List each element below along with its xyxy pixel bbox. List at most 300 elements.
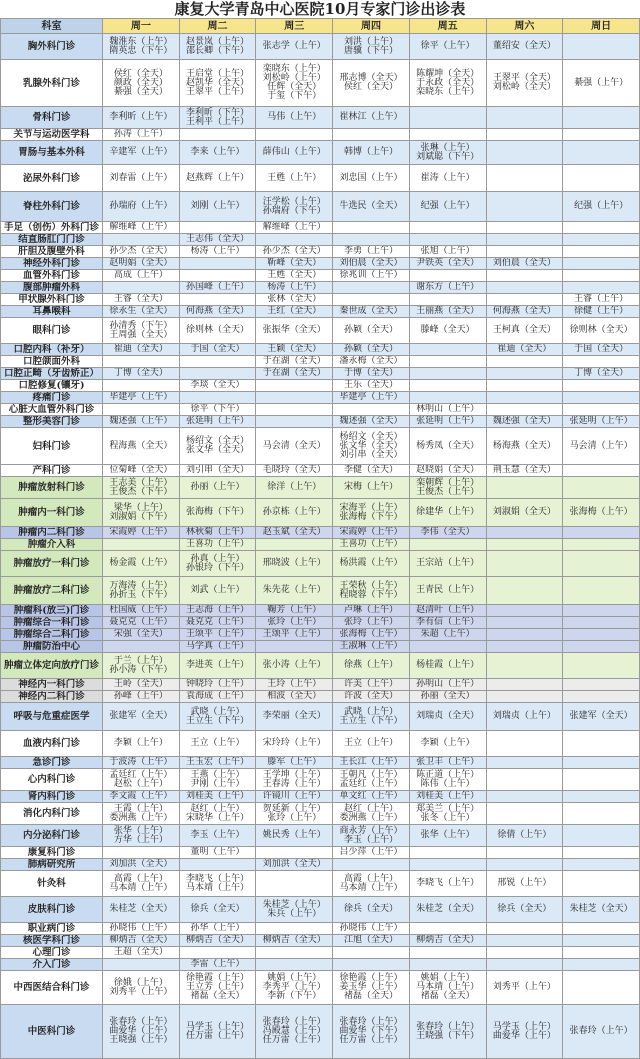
schedule-cell — [333, 757, 410, 769]
schedule-cell — [563, 34, 640, 60]
doctor-entry: 梁华（上午） — [113, 502, 168, 513]
doctor-entry: 纪强（上午） — [574, 201, 629, 211]
schedule-cell — [409, 757, 486, 769]
schedule-cell — [103, 34, 180, 60]
schedule-cell — [486, 234, 563, 246]
schedule-cell — [333, 344, 410, 356]
schedule-cell — [563, 234, 640, 246]
doctor-entry: 李秀平（上午） — [262, 982, 326, 992]
doctor-entry: 方华（上午） — [113, 834, 168, 845]
doctor-entry: 李玉（上午） — [343, 834, 398, 845]
doctor-entry: 武晓（上午） — [343, 706, 398, 717]
doctor-entry: 张华（上午） — [420, 830, 475, 840]
schedule-cell — [333, 731, 410, 757]
schedule-cell — [409, 847, 486, 859]
doctor-entry: 孙京栋（上午） — [262, 507, 326, 517]
schedule-cell — [563, 825, 640, 847]
schedule-cell — [486, 380, 563, 392]
schedule-cell — [409, 60, 486, 107]
schedule-cell — [333, 769, 410, 791]
schedule-cell — [256, 847, 333, 859]
doctor-entry: 柳炳吉（全天） — [109, 935, 173, 945]
doctor-entry: 颜政（全天） — [113, 77, 168, 88]
doctor-entry: 徐兵（全天） — [497, 904, 552, 914]
doctor-entry: 栾晓东（上午） — [416, 86, 480, 97]
doctor-entry: 谢东方（上午） — [416, 282, 480, 292]
doctor-entry: 刘松岭（上午） — [262, 73, 326, 83]
table-row — [1, 222, 640, 234]
schedule-cell — [409, 477, 486, 499]
schedule-cell — [563, 653, 640, 679]
dept-name: 肿瘤综合一科门诊 — [1, 617, 103, 629]
dept-name: 甲状腺外科门诊 — [1, 294, 103, 306]
schedule-cell — [486, 527, 563, 539]
schedule-cell — [409, 499, 486, 527]
schedule-cell — [103, 769, 180, 791]
schedule-cell — [486, 859, 563, 871]
doctor-entry: 王颂平（上午） — [186, 629, 250, 639]
schedule-cell — [563, 60, 640, 107]
schedule-cell — [103, 368, 180, 380]
schedule-cell — [563, 499, 640, 527]
doctor-entry: 荆玉慧（全天） — [492, 465, 556, 475]
doctor-entry: 朱桂芝（全天） — [416, 904, 480, 914]
doctor-entry: 邢志博（全天） — [339, 73, 403, 83]
schedule-cell — [486, 416, 563, 428]
schedule-cell — [563, 380, 640, 392]
schedule-cell — [486, 769, 563, 791]
schedule-cell — [563, 282, 640, 294]
schedule-cell — [333, 294, 410, 306]
schedule-cell — [486, 428, 563, 465]
schedule-cell — [179, 222, 256, 234]
doctor-entry: 于在湖（全天） — [262, 368, 326, 378]
table-row — [1, 1005, 640, 1059]
schedule-cell — [333, 527, 410, 539]
schedule-cell — [486, 679, 563, 691]
schedule-cell — [333, 356, 410, 368]
doctor-entry: 崔迪（全天） — [113, 344, 168, 354]
schedule-cell — [563, 935, 640, 947]
schedule-cell — [409, 318, 486, 344]
schedule-cell — [563, 428, 640, 465]
schedule-cell — [103, 499, 180, 527]
header-row — [1, 19, 640, 34]
doctor-entry: 宋霞婷（上午） — [109, 527, 173, 537]
doctor-entry: 王睿（全天） — [113, 294, 168, 304]
doctor-entry: 郑美兰（上午） — [416, 803, 480, 814]
schedule-cell — [409, 392, 486, 404]
schedule-cell — [486, 871, 563, 897]
doctor-entry: 刘桂美（上午） — [416, 791, 480, 801]
dept-name: 心脏大血管外科门诊 — [1, 404, 103, 416]
doctor-entry: 姚娟（上午） — [420, 973, 475, 983]
schedule-cell — [333, 107, 410, 129]
doctor-entry: 李来（上午） — [190, 147, 245, 157]
table-row — [1, 959, 640, 971]
schedule-cell — [333, 192, 410, 222]
doctor-entry: 崔迪（全天） — [497, 344, 552, 354]
schedule-cell — [486, 703, 563, 731]
doctor-entry: 王立芳（上午） — [186, 982, 250, 992]
schedule-cell — [179, 192, 256, 222]
schedule-cell — [333, 577, 410, 605]
schedule-cell — [179, 959, 256, 971]
doctor-entry: 许波（全天） — [343, 691, 398, 701]
schedule-cell — [256, 306, 333, 318]
schedule-cell — [409, 428, 486, 465]
doctor-entry: 纪强（上午） — [420, 201, 475, 211]
schedule-cell — [486, 577, 563, 605]
schedule-cell — [179, 246, 256, 258]
doctor-entry: 孙少杰（全天） — [109, 246, 173, 256]
doctor-entry: 于在湖（全天） — [262, 356, 326, 366]
table-row — [1, 129, 640, 141]
table-row — [1, 234, 640, 246]
dept-name: 血液内科门诊 — [1, 731, 103, 757]
schedule-cell — [103, 653, 180, 679]
schedule-cell — [179, 897, 256, 923]
doctor-entry: 高成（上午） — [113, 270, 168, 280]
schedule-cell — [409, 282, 486, 294]
schedule-cell — [409, 258, 486, 270]
dept-name: 中医科门诊 — [1, 1005, 103, 1059]
doctor-entry: 王荣秋（上午） — [339, 580, 403, 591]
table-row — [1, 428, 640, 465]
table-row — [1, 605, 640, 617]
doctor-entry: 孙清秀（下午） — [109, 320, 173, 331]
doctor-entry: 陈正道（上午） — [416, 769, 480, 780]
schedule-cell — [256, 270, 333, 282]
schedule-cell — [179, 641, 256, 653]
doctor-entry: 张冬（上午） — [420, 812, 475, 823]
schedule-cell — [409, 465, 486, 477]
schedule-cell — [563, 679, 640, 691]
doctor-entry: 杨洪霞（上午） — [339, 558, 403, 568]
schedule-cell — [409, 935, 486, 947]
schedule-cell — [409, 679, 486, 691]
table-row — [1, 703, 640, 731]
schedule-cell — [256, 551, 333, 577]
doctor-entry: 王淑琳（上午） — [339, 641, 403, 651]
schedule-cell — [486, 539, 563, 551]
doctor-entry: 张海梅（上午） — [339, 629, 403, 639]
doctor-entry: 张海梅（上午） — [569, 507, 633, 517]
schedule-cell — [486, 141, 563, 165]
doctor-entry: 薛伟山（上午） — [262, 147, 326, 157]
doctor-entry: 董绍安（全天） — [492, 41, 556, 51]
schedule-cell — [563, 477, 640, 499]
schedule-cell — [409, 527, 486, 539]
doctor-entry: 李荣丽（全天） — [262, 711, 326, 721]
schedule-cell — [179, 270, 256, 282]
schedule-cell — [179, 847, 256, 859]
schedule-cell — [333, 318, 410, 344]
doctor-entry: 李勇（上午） — [343, 246, 398, 256]
schedule-cell — [103, 847, 180, 859]
schedule-cell — [333, 871, 410, 897]
schedule-cell — [409, 803, 486, 825]
table-row — [1, 629, 640, 641]
schedule-cell — [409, 653, 486, 679]
schedule-cell — [409, 947, 486, 959]
schedule-cell — [563, 107, 640, 129]
doctor-entry: 侯红（全天） — [113, 68, 168, 79]
doctor-entry: 马本靖（上午） — [109, 882, 173, 893]
doctor-entry: 王玉宏（上午） — [186, 757, 250, 767]
schedule-cell — [179, 757, 256, 769]
dept-name: 骨科门诊 — [1, 107, 103, 129]
schedule-cell — [563, 605, 640, 617]
schedule-cell — [103, 539, 180, 551]
table-row — [1, 306, 640, 318]
doctor-entry: 邢锐（上午） — [497, 878, 552, 888]
schedule-cell — [486, 791, 563, 803]
schedule-cell — [563, 859, 640, 871]
doctor-entry: 王喜功（上午） — [339, 539, 403, 549]
doctor-entry: 李进英（上午） — [186, 660, 250, 670]
doctor-entry: 褚磊（全天） — [343, 991, 398, 1001]
dept-name: 肿瘤内一科门诊 — [1, 499, 103, 527]
table-row — [1, 368, 640, 380]
doctor-entry: 高霞（上午） — [113, 873, 168, 884]
doctor-entry: 张春玲（上午） — [569, 1026, 633, 1036]
schedule-cell — [333, 404, 410, 416]
schedule-cell — [409, 703, 486, 731]
doctor-entry: 徐建华（上午） — [416, 507, 480, 517]
day-header-fri: 周五 — [409, 19, 486, 34]
schedule-cell — [486, 392, 563, 404]
doctor-entry: 刘加洪（全天） — [109, 859, 173, 869]
dept-name: 肺病研究所 — [1, 859, 103, 871]
table-row — [1, 192, 640, 222]
schedule-cell — [256, 368, 333, 380]
schedule-cell — [103, 246, 180, 258]
schedule-cell — [179, 294, 256, 306]
schedule-cell — [256, 971, 333, 1005]
schedule-cell — [256, 859, 333, 871]
schedule-cell — [256, 465, 333, 477]
doctor-entry: 徐则林（全天） — [569, 325, 633, 335]
doctor-entry: 任辉（全天） — [267, 82, 322, 92]
doctor-entry: 孙颖（全天） — [343, 344, 398, 354]
doctor-entry: 孙华（上午） — [190, 923, 245, 933]
schedule-cell — [563, 691, 640, 703]
doctor-entry: 张建军（全天） — [109, 711, 173, 721]
doctor-entry: 徐燕（上午） — [343, 660, 398, 670]
doctor-entry: 王颂平（上午） — [262, 629, 326, 639]
schedule-cell — [256, 258, 333, 270]
doctor-entry: 张海梅（下午） — [186, 507, 250, 517]
doctor-entry: 张延明（上午） — [569, 416, 633, 426]
doctor-entry: 隋英忠（下午） — [109, 45, 173, 56]
dept-name: 口腔内科（补牙） — [1, 344, 103, 356]
doctor-entry: 高霞（上午） — [343, 873, 398, 884]
schedule-cell — [486, 959, 563, 971]
schedule-cell — [563, 270, 640, 282]
doctor-entry: 柳炳吉（全天） — [416, 935, 480, 945]
schedule-cell — [333, 416, 410, 428]
schedule-cell — [179, 551, 256, 577]
doctor-entry: 柳炳吉（全天） — [262, 935, 326, 945]
table-row — [1, 935, 640, 947]
doctor-entry: 马会清（全天） — [262, 440, 326, 451]
schedule-cell — [409, 368, 486, 380]
table-row — [1, 141, 640, 165]
schedule-cell — [256, 294, 333, 306]
schedule-cell — [333, 129, 410, 141]
schedule-cell — [256, 803, 333, 825]
schedule-cell — [256, 577, 333, 605]
table-row — [1, 380, 640, 392]
doctor-entry: 许美（上午） — [343, 679, 398, 689]
schedule-cell — [333, 923, 410, 935]
doctor-entry: 徐则林（全天） — [186, 325, 250, 335]
doctor-entry: 王燕（上午） — [190, 769, 245, 780]
doctor-entry: 王青民（上午） — [416, 585, 480, 595]
doctor-entry: 袁海成（上午） — [186, 691, 250, 701]
schedule-cell — [256, 234, 333, 246]
doctor-entry: 栾晓东（上午） — [262, 64, 326, 74]
dept-name: 肝胆及腹壁外科 — [1, 246, 103, 258]
doctor-entry: 赵红（上午） — [343, 803, 398, 814]
table-row — [1, 803, 640, 825]
schedule-cell — [409, 344, 486, 356]
schedule-cell — [486, 653, 563, 679]
schedule-cell — [486, 825, 563, 847]
doctor-entry: 尹铁英（全天） — [416, 258, 480, 268]
schedule-cell — [409, 234, 486, 246]
doctor-entry: 于玺（下午） — [267, 91, 322, 101]
dept-name: 皮肤科门诊 — [1, 897, 103, 923]
dept-name: 心内科门诊 — [1, 769, 103, 791]
doctor-entry: 王俊杰（下午） — [109, 486, 173, 497]
doctor-entry: 丁博（全天） — [574, 368, 629, 378]
schedule-cell — [179, 306, 256, 318]
doctor-entry: 陈耀坤（全天） — [416, 68, 480, 79]
table-row — [1, 825, 640, 847]
table-row — [1, 282, 640, 294]
schedule-cell — [333, 971, 410, 1005]
clinic-schedule-table — [0, 18, 640, 1059]
schedule-cell — [486, 935, 563, 947]
table-row — [1, 653, 640, 679]
dept-name: 口腔颌面外科 — [1, 356, 103, 368]
schedule-cell — [103, 107, 180, 129]
doctor-entry: 曲爱华（上午） — [109, 1026, 173, 1036]
doctor-entry: 徐艳霞（上午） — [186, 973, 250, 983]
dept-name: 肿瘤内二科门诊 — [1, 527, 103, 539]
doctor-entry: 张春玲（上午） — [109, 1017, 173, 1027]
schedule-cell — [256, 791, 333, 803]
dept-name: 肿瘤综合二科门诊 — [1, 629, 103, 641]
doctor-entry: 孙明山（上午） — [416, 679, 480, 689]
doctor-entry: 朱桂芝（全天） — [109, 904, 173, 914]
doctor-entry: 徐兆训（上午） — [339, 270, 403, 280]
schedule-cell — [563, 318, 640, 344]
table-row — [1, 923, 640, 935]
doctor-entry: 李晓飞（上午） — [416, 878, 480, 888]
table-row — [1, 416, 640, 428]
dept-name: 耳鼻喉科 — [1, 306, 103, 318]
schedule-cell — [486, 246, 563, 258]
doctor-entry: 毕建亭（上午） — [109, 392, 173, 402]
schedule-cell — [103, 258, 180, 270]
schedule-cell — [256, 731, 333, 757]
schedule-cell — [103, 318, 180, 344]
schedule-cell — [333, 392, 410, 404]
schedule-cell — [486, 947, 563, 959]
schedule-cell — [103, 428, 180, 465]
table-row — [1, 34, 640, 60]
schedule-cell — [179, 935, 256, 947]
schedule-cell — [563, 141, 640, 165]
schedule-cell — [256, 703, 333, 731]
doctor-entry: 张旭（上午） — [420, 246, 475, 256]
dept-name: 肿瘤防治中心 — [1, 641, 103, 653]
schedule-cell — [256, 825, 333, 847]
schedule-cell — [333, 847, 410, 859]
doctor-entry: 张小涛（上午） — [262, 660, 326, 670]
doctor-entry: 张志学（上午） — [262, 41, 326, 51]
schedule-cell — [256, 935, 333, 947]
schedule-cell — [486, 971, 563, 1005]
schedule-cell — [333, 465, 410, 477]
schedule-cell — [563, 577, 640, 605]
doctor-entry: 李利昕（下午） — [186, 107, 250, 118]
schedule-cell — [256, 344, 333, 356]
dept-name: 介入门诊 — [1, 959, 103, 971]
schedule-cell — [486, 897, 563, 923]
schedule-cell — [409, 791, 486, 803]
schedule-cell — [256, 60, 333, 107]
schedule-cell — [179, 769, 256, 791]
doctor-entry: 朱先花（上午） — [262, 585, 326, 595]
doctor-entry: 刘刚（上午） — [190, 201, 245, 211]
schedule-cell — [256, 1005, 333, 1059]
doctor-entry: 许镜川（上午） — [262, 791, 326, 801]
doctor-entry: 尹刚（上午） — [190, 778, 245, 789]
schedule-cell — [179, 923, 256, 935]
schedule-cell — [563, 192, 640, 222]
doctor-entry: 徐兵（全天） — [190, 904, 245, 914]
table-row — [1, 107, 640, 129]
doctor-entry: 王乐（全天） — [343, 380, 398, 390]
doctor-entry: 张延明（上午） — [186, 416, 250, 426]
doctor-entry: 滕峰（全天） — [420, 325, 475, 335]
doctor-entry: 张玲（上午） — [267, 617, 322, 627]
schedule-cell — [409, 192, 486, 222]
schedule-cell — [486, 60, 563, 107]
schedule-cell — [103, 416, 180, 428]
schedule-cell — [409, 270, 486, 282]
doctor-entry: 刘引串（全天） — [339, 449, 403, 460]
dept-name: 心理门诊 — [1, 947, 103, 959]
schedule-cell — [333, 551, 410, 577]
doctor-entry: 孙颖（全天） — [343, 325, 398, 335]
table-row — [1, 404, 640, 416]
doctor-entry: 王岭（全天） — [113, 679, 168, 689]
schedule-cell — [256, 691, 333, 703]
schedule-cell — [409, 971, 486, 1005]
schedule-cell — [256, 192, 333, 222]
doctor-entry: 王周强（全天） — [109, 329, 173, 340]
schedule-cell — [256, 129, 333, 141]
dept-name: 整形美容门诊 — [1, 416, 103, 428]
doctor-entry: 王立生（下午） — [186, 715, 250, 726]
doctor-entry: 魏淮东（上午） — [109, 36, 173, 47]
doctor-entry: 孙丽（全天） — [420, 691, 475, 701]
